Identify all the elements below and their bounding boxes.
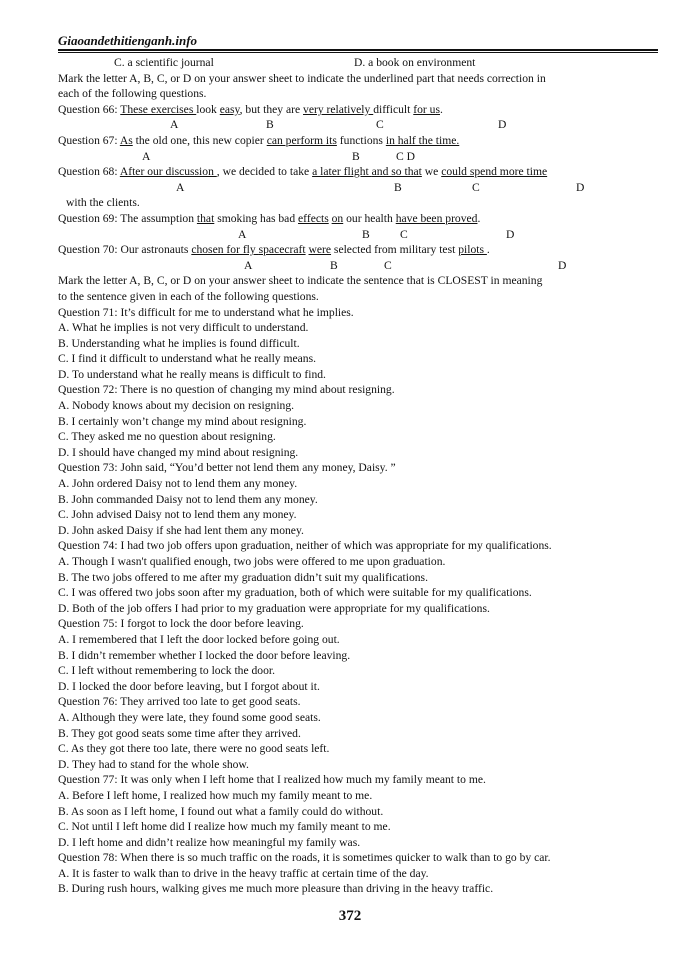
option-a: A. Though I wasn't qualified enough, two jobs were offered to me upon graduation.: [58, 555, 446, 568]
instruction-line: Mark the letter A, B, C, or D on your answer sheet to indicate the sentence that is CLOSEST in meaning: [58, 274, 543, 288]
option-b: B. I certainly won’t change my mind about resigning.: [58, 414, 307, 428]
question-70: Question 70: Our astronauts chosen for fly spacecraft were selected from military test pilots .: [58, 243, 490, 257]
option-b: B. I didn’t remember whether I locked the door before leaving.: [58, 648, 351, 662]
option-b: B. John commanded Daisy not to lend them any money.: [58, 492, 318, 506]
option-d: D. I should have changed my mind about resigning.: [58, 445, 299, 459]
option-b: B. During rush hours, walking gives me much more pleasure than driving in the heavy traffic.: [58, 882, 494, 896]
header-rule: [58, 49, 658, 51]
option-a: A. I remembered that I left the door locked before going out.: [58, 632, 340, 646]
answer-letters: A B C D: [244, 258, 567, 272]
page-number: 372: [338, 908, 362, 924]
question-74: Question 74: I had two job offers upon graduation, neither of which was appropriate for my qualifications.: [58, 539, 552, 553]
option-b: B. They got good seats some time after they arrived.: [58, 726, 301, 740]
option-a: A. Although they were late, they found some good seats.: [58, 710, 321, 724]
question-77: Question 77: It was only when I left home that I realized how much my family meant to me.: [58, 773, 486, 787]
option-c: C. I left without remembering to lock the door.: [58, 664, 276, 678]
option-d: D. To understand what he really means is difficult to find.: [58, 367, 326, 381]
option-line: C. a scientific journal D. a book on environment: [114, 56, 476, 69]
option-a: A. It is faster to walk than to drive in the heavy traffic at certain time of the day.: [58, 866, 429, 880]
instruction-line: to the sentence given in each of the following questions.: [58, 289, 319, 303]
answer-letters: A B C D: [170, 118, 507, 132]
question-68: Question 68: After our discussion , we decided to take a later flight and so that we could spend more time: [58, 165, 548, 179]
option-b: B. The two jobs offered to me after my graduation didn’t suit my qualifications.: [58, 570, 428, 584]
option-c: C. As they got there too late, there were no good seats left.: [58, 742, 330, 756]
option-c: C. John advised Daisy not to lend them any money.: [58, 508, 297, 522]
question-71: Question 71: It’s difficult for me to understand what he implies.: [58, 305, 354, 319]
question-continuation: with the clients.: [66, 196, 140, 210]
answer-letters: A B C D: [176, 180, 585, 194]
question-72: Question 72: There is no question of changing my mind about resigning.: [58, 383, 395, 397]
answer-letters: A B C D: [142, 149, 416, 163]
question-69: Question 69: The assumption that smoking has bad effects on our health have been proved.: [58, 211, 481, 225]
question-66: Question 66: These exercises look easy, but they are very relatively difficult for us.: [58, 102, 443, 116]
option-d: D. Both of the job offers I had prior to my graduation were appropriate for my qualifications.: [58, 601, 490, 615]
option-b: B. Understanding what he implies is found difficult.: [58, 336, 300, 350]
question-76: Question 76: They arrived too late to get good seats.: [58, 695, 301, 709]
instruction-line: each of the following questions.: [58, 87, 207, 101]
exam-content: [58, 55, 658, 897]
instruction-line: Mark the letter A, B, C, or D on your answer sheet to indicate the underlined part that needs correction in: [58, 71, 546, 85]
option-c: C. Not until I left home did I realize how much my family meant to me.: [58, 820, 391, 834]
option-a: A. What he implies is not very difficult to understand.: [58, 321, 309, 335]
question-67: Question 67: As the old one, this new copier can perform its functions in half the time.: [58, 133, 460, 147]
question-73: Question 73: John said, “You’d better not lend them any money, Daisy. ”: [58, 461, 396, 475]
option-d: D. I locked the door before leaving, but I forgot about it.: [58, 679, 320, 693]
site-header: Giaoandethitienganh.info: [58, 33, 198, 48]
header-rule-thin: [58, 52, 658, 53]
option-b: B. As soon as I left home, I found out what a family could do without.: [58, 804, 384, 818]
answer-letters: A B C D: [238, 227, 515, 241]
question-75: Question 75: I forgot to lock the door before leaving.: [58, 617, 304, 631]
option-a: A. Before I left home, I realized how much my family meant to me.: [58, 788, 373, 802]
option-a: A. Nobody knows about my decision on resigning.: [58, 399, 295, 413]
option-d: D. I left home and didn’t realize how meaningful my family was.: [58, 835, 361, 849]
question-78: Question 78: When there is so much traffic on the roads, it is sometimes quicker to walk than to go by car.: [58, 851, 551, 865]
option-d: D. John asked Daisy if she had lent them any money.: [58, 523, 304, 537]
option-c: C. They asked me no question about resigning.: [58, 430, 276, 444]
option-c: C. I find it difficult to understand what he really means.: [58, 352, 317, 366]
option-c: C. I was offered two jobs soon after my graduation, both of which were suitable for my qualifications.: [58, 586, 532, 600]
option-a: A. John ordered Daisy not to lend them any money.: [58, 477, 298, 491]
option-d: D. They had to stand for the whole show.: [58, 757, 249, 771]
